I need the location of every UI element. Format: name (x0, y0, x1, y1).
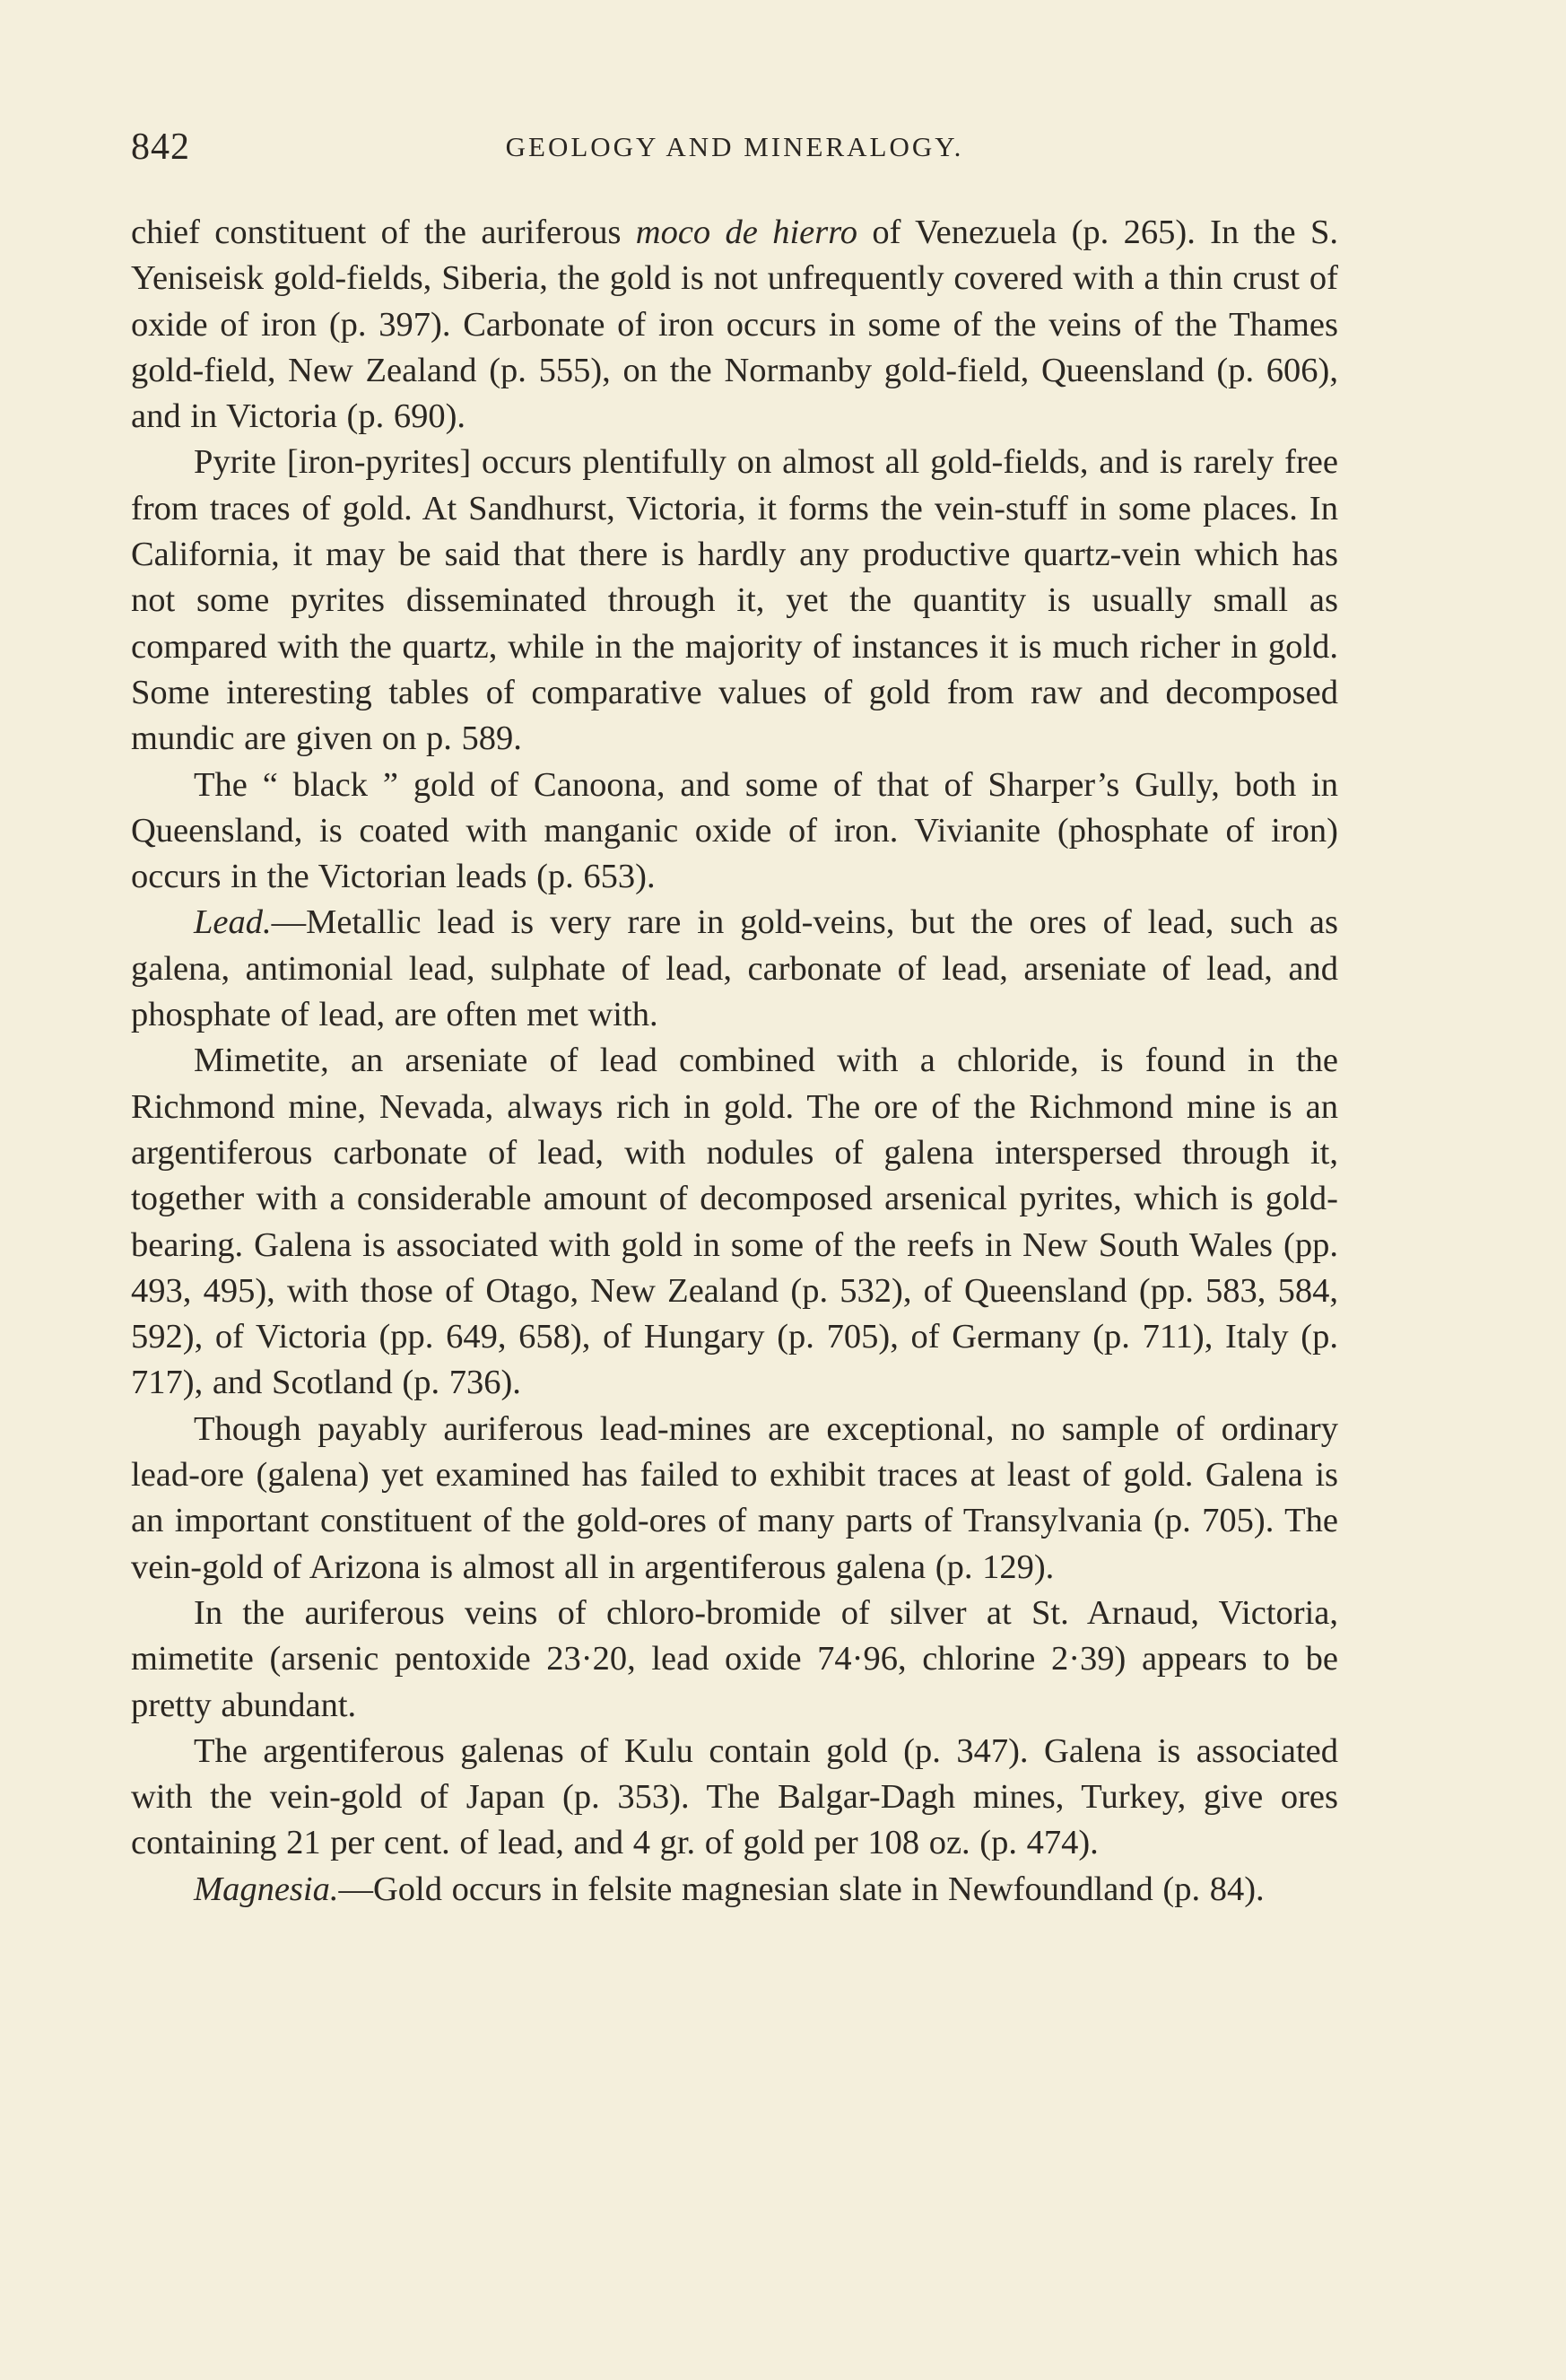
italic-term: moco de hierro (635, 214, 858, 251)
paragraph-mimetite (131, 1038, 1338, 1406)
paragraph-magnesia (131, 1867, 1338, 1913)
paragraph-black-gold (131, 763, 1338, 901)
paragraph-text: Though payably auriferous lead-mines are exceptional, no sample of ordinary lead-ore (galena) yet examined has failed to exhibit traces at least of gold. Galena is an important constituent of the gold-ores of many parts of Transylvania (p. 705). The vein-gold of Arizona is almost all in argentiferous galena (p. 129). (131, 1409, 1338, 1586)
paragraph-text: The argentiferous galenas of Kulu contain gold (p. 347). Galena is associated with the vein-gold of Japan (p. 353). The Balgar-Dagh mines, Turkey, give ores containing 21 per cent. of lead, and 4 gr. of gold per 108 oz. (p. 474). (131, 1731, 1338, 1862)
paragraph-text: of Venezuela (p. 265). In the S. Yeniseisk gold-fields, Siberia, the gold is not unfrequently covered with a thin crust of oxide of iron (p. 397). Carbonate of iron occurs in some of the veins of the Thames gold-field, New Zealand (p. 555), on the Normanby gold-field, Queensland (p. 606), and in Victoria (p. 690). (131, 214, 1338, 436)
section-heading-magnesia: Magnesia. (194, 1870, 339, 1908)
paragraph-iron-oxide (131, 210, 1338, 440)
paragraph-text: chief constituent of the auriferous (131, 214, 636, 251)
paragraph-pyrite (131, 440, 1338, 762)
paragraph-text: The “ black ” gold of Canoona, and some of that of Sharper’s Gully, both in Queensland, is coated with manganic oxide of iron. Vivianite (phosphate of iron) occurs in the Victorian leads (p. 653). (131, 765, 1338, 896)
paragraph-st-arnaud (131, 1591, 1338, 1729)
section-heading-lead: Lead. (194, 903, 272, 942)
page-body (131, 210, 1338, 1913)
paragraph-text: Mimetite, an arseniate of lead combined with a chloride, is found in the Richmond mine, Nevada, always rich in gold. The ore of the Richmond mine is an argentiferous carbonate of lead, with nodules of galena interspersed through it, together with a considerable amount of decomposed arsenical pyrites, which is gold-bearing. Galena is associated with gold in some of the reefs in New South Wales (pp. 493, 495), with those of Otago, New Zealand (p. 532), of Queensland (pp. 583, 584, 592), of Victoria (pp. 649, 658), of Hungary (p. 705), of Germany (p. 711), Italy (p. 717), and Scotland (p. 736). (131, 1042, 1338, 1402)
running-title: GEOLOGY AND MINERALOGY. (505, 131, 964, 162)
paragraph-text: Pyrite [iron-pyrites] occurs plentifully on almost all gold-fields, and is rarely free from traces of gold. At Sandhurst, Victoria, it forms the vein-stuff in some places. In California, it may be said that there is hardly any productive quartz-vein which has not some pyrites disseminated through it, yet the quantity is usually small as compared with the quartz, while in the majority of instances it is much richer in gold. Some interesting tables of comparative values of gold from raw and decomposed mundic are given on p. 589. (131, 443, 1338, 758)
paragraph-lead (131, 900, 1338, 1038)
paragraph-text: In the auriferous veins of chloro-bromide of silver at St. Arnaud, Victoria, mimetite (arsenic pentoxide 23·20, lead oxide 74·96, chlorine 2·39) appears to be pretty abundant. (131, 1593, 1338, 1724)
paragraph-kulu (131, 1729, 1338, 1867)
paragraph-text: —Gold occurs in felsite magnesian slate in Newfoundland (p. 84). (338, 1870, 1265, 1908)
paragraph-text: —Metallic lead is very rare in gold-veins, but the ores of lead, such as galena, antimonial lead, sulphate of lead, carbonate of lead, arseniate of lead, and phosphate of lead, are often met with. (131, 903, 1338, 1034)
page-header (131, 126, 1338, 176)
page-number: 842 (131, 126, 190, 168)
paragraph-lead-mines (131, 1407, 1338, 1591)
